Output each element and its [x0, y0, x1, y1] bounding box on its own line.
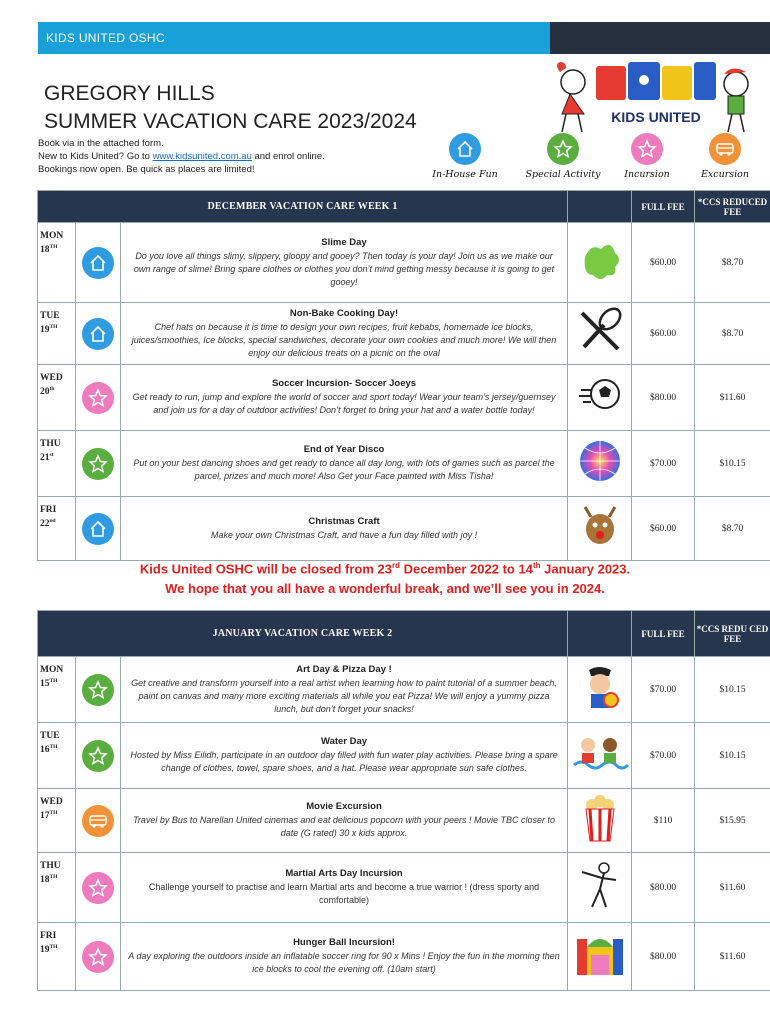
schedule-row [38, 923, 770, 991]
day-name: MON [40, 231, 64, 241]
activity-image [568, 303, 632, 365]
day-date [40, 242, 73, 256]
activity-text: Get creative and transform yourself into a real artist when learning how to paint tutorial of a summer beach, paint on canvas and many more exciting materials all while you eat Pizza! We will enjoy a yummy pizza lunch, but don’t forget your snacks! [131, 677, 557, 714]
full-fee: $70.00 [632, 657, 695, 723]
activity-type-cell [76, 365, 121, 431]
date-suffix: TH [49, 324, 58, 330]
closure-sup: rd [391, 561, 400, 570]
date-suffix: nd [49, 518, 56, 524]
day-date [40, 872, 73, 886]
day-name: WED [40, 373, 63, 383]
day-cell [38, 723, 76, 789]
date-number: 18 [40, 875, 50, 886]
december-schedule-table [37, 190, 770, 561]
date-suffix: TH [49, 744, 58, 750]
page-title [44, 80, 417, 136]
day-name: FRI [40, 505, 57, 515]
full-fee: $70.00 [632, 431, 695, 497]
activity-type-cell [76, 223, 121, 303]
activity-image [568, 657, 632, 723]
star-icon [631, 133, 663, 165]
table-header-row [38, 191, 770, 223]
intro-line-2 [38, 150, 325, 163]
activity-description [121, 365, 568, 431]
full-fee: $80.00 [632, 923, 695, 991]
ccs-fee: $15.95 [695, 789, 770, 853]
activity-type-cell [76, 723, 121, 789]
activity-image [568, 723, 632, 789]
activity-text: Make your own Christmas Craft, and have a fun day filled with joy ! [210, 529, 478, 540]
closure-text: Kids United OSHC will be closed from 23 [139, 561, 392, 577]
activity-title: Movie Excursion [306, 801, 382, 812]
activity-image [568, 923, 632, 991]
week-heading: JANUARY VACATION CARE WEEK 2 [38, 611, 568, 657]
legend-label: Excursion [700, 169, 750, 180]
legend-label: In-House Fun [432, 169, 498, 180]
date-suffix: TH [49, 678, 58, 684]
day-date [40, 450, 73, 464]
activity-description [121, 723, 568, 789]
schedule-row [38, 789, 770, 853]
ccs-fee: $8.70 [695, 223, 770, 303]
activity-legend [420, 133, 770, 189]
activity-title: Water Day [320, 736, 368, 747]
activity-title: Non-Bake Cooking Day! [289, 307, 399, 319]
table-header-row [38, 611, 770, 657]
schedule-row [38, 497, 770, 561]
closure-notice [0, 556, 770, 599]
full-fee: $80.00 [632, 365, 695, 431]
day-cell [38, 853, 76, 923]
house-icon [82, 513, 114, 545]
ccs-fee: $11.60 [695, 853, 770, 923]
activity-title: Soccer Incursion- Soccer Joeys [271, 378, 417, 389]
day-date [40, 742, 73, 756]
legend-label: Incursion [624, 169, 670, 180]
day-date [40, 676, 73, 690]
day-cell [38, 497, 76, 561]
schedule-row [38, 365, 770, 431]
day-date [40, 516, 73, 530]
activity-title: Martial Arts Day Incursion [285, 868, 403, 879]
intro-text [38, 137, 325, 176]
ccs-fee-header: *CCS REDUCED FEE [695, 191, 770, 223]
schedule-row [38, 303, 770, 365]
day-cell [38, 223, 76, 303]
title-line-2: SUMMER VACATION CARE 2023/2024 [44, 110, 417, 133]
activity-description [121, 789, 568, 853]
title-line-1: GREGORY HILLS [44, 82, 215, 105]
activity-text: Do you love all things slimy, slippery, gloopy and gooey? Then today is your day! Join us as we make our own range of slime! Bring spare clothes or clothes you don’t mind getting messy because it is going to get gooey! [133, 250, 555, 287]
day-cell [38, 365, 76, 431]
full-fee: $80.00 [632, 853, 695, 923]
activity-description [121, 923, 568, 991]
closure-text: January 2023. [540, 561, 631, 577]
activity-image [568, 223, 632, 303]
ccs-fee: $8.70 [695, 497, 770, 561]
schedule-row [38, 223, 770, 303]
date-number: 15 [40, 679, 50, 690]
intro-line-1: Book via in the attached form. [38, 138, 164, 149]
day-cell [38, 657, 76, 723]
website-link[interactable]: www.kidsunited.com.au [152, 151, 252, 162]
activity-title: Art Day & Pizza Day ! [296, 663, 392, 675]
date-number: 22 [40, 519, 50, 530]
activity-image [568, 789, 632, 853]
activity-type-cell [76, 303, 121, 365]
star-icon [82, 382, 114, 414]
closure-line-2: We hope that you all have a wonderful break, and we’ll see you in 2024. [165, 581, 605, 597]
picture-header [568, 191, 632, 223]
activity-description [121, 303, 568, 365]
activity-type-cell [76, 497, 121, 561]
activity-text: A day exploring the outdoors inside an inflatable soccer ring for 90 x Mins ! Enjoy the fun in the morning then ice blocks to cool the evening off. (10am start) [128, 951, 560, 974]
activity-description [121, 223, 568, 303]
closure-sup: th [532, 561, 541, 570]
day-name: TUE [40, 311, 60, 321]
day-name: FRI [40, 931, 57, 941]
picture-header [568, 611, 632, 657]
schedule-row [38, 723, 770, 789]
activity-description [121, 431, 568, 497]
intro-line-3: Bookings now open. Be quick as places are limited! [38, 164, 255, 175]
intro-line-2-pre: New to Kids United? Go to [38, 151, 153, 162]
schedule-row [38, 853, 770, 923]
date-number: 19 [40, 945, 50, 956]
activity-text: Put on your best dancing shoes and get ready to dance all day long, with lots of games such as parcel the parcel, prizes and much more! Also Get your Face painted with Miss Tisha! [133, 458, 555, 481]
house-icon [82, 318, 114, 350]
date-number: 16 [40, 745, 50, 756]
date-suffix: TH [49, 944, 58, 950]
activity-text: Get ready to run, jump and explore the world of soccer and sport today! Wear your team’s jersey/guernsey and join us for a day of outdoor activities! Don’t forget to bring your hat and a water bottle today! [132, 392, 556, 415]
star-icon [82, 740, 114, 772]
activity-title: Hunger Ball Incursion! [293, 937, 395, 948]
activity-type-cell [76, 431, 121, 497]
star-icon [82, 674, 114, 706]
kids-united-logo [548, 60, 758, 136]
day-date [40, 808, 73, 822]
banner-dark-block [550, 22, 770, 54]
day-cell [38, 431, 76, 497]
top-banner [38, 22, 770, 54]
activity-image [568, 431, 632, 497]
ccs-fee: $11.60 [695, 365, 770, 431]
activity-type-cell [76, 923, 121, 991]
activity-description [121, 657, 568, 723]
logo-text: KIDS UNITED [611, 109, 701, 125]
activity-image [568, 365, 632, 431]
day-date [40, 942, 73, 956]
date-number: 19 [40, 325, 50, 336]
activity-description [121, 497, 568, 561]
date-number: 21 [40, 453, 50, 464]
activity-description [121, 853, 568, 923]
bus-icon [709, 133, 741, 165]
activity-image [568, 853, 632, 923]
full-fee-header: FULL FEE [632, 611, 695, 657]
date-suffix: TH [49, 244, 58, 250]
january-schedule-table [37, 610, 770, 991]
activity-image [568, 497, 632, 561]
activity-title: End of Year Disco [303, 444, 385, 455]
intro-line-2-post: and enrol online. [251, 151, 325, 162]
activity-text: Challenge yourself to practise and learn Martial arts and become a true warrior ! (dress sporty and comfortable) [148, 882, 540, 905]
star-icon [547, 133, 579, 165]
date-suffix: st [49, 452, 54, 458]
day-date [40, 322, 73, 336]
full-fee: $110 [632, 789, 695, 853]
day-cell [38, 923, 76, 991]
date-number: 20 [40, 387, 50, 398]
closure-line-1 [0, 556, 770, 579]
ccs-fee: $10.15 [695, 723, 770, 789]
ccs-fee-header: *CCS REDU CED FEE [695, 611, 770, 657]
date-suffix: th [49, 386, 55, 392]
star-icon [82, 941, 114, 973]
star-icon [82, 448, 114, 480]
org-name: KIDS UNITED OSHC [38, 22, 550, 54]
day-cell [38, 303, 76, 365]
day-date [40, 384, 73, 398]
ccs-fee: $10.15 [695, 657, 770, 723]
activity-type-cell [76, 657, 121, 723]
day-cell [38, 789, 76, 853]
closure-text: December 2022 to 14 [399, 561, 533, 577]
full-fee: $60.00 [632, 303, 695, 365]
legend-label: Special Activity [525, 169, 601, 180]
week-heading: DECEMBER VACATION CARE WEEK 1 [38, 191, 568, 223]
date-number: 18 [40, 245, 50, 256]
activity-type-cell [76, 789, 121, 853]
full-fee-header: FULL FEE [632, 191, 695, 223]
date-number: 17 [40, 811, 50, 822]
ccs-fee: $8.70 [695, 303, 770, 365]
activity-title: Christmas Craft [308, 515, 380, 527]
full-fee: $70.00 [632, 723, 695, 789]
star-icon [82, 872, 114, 904]
date-suffix: TH [49, 874, 58, 880]
activity-title: Slime Day [321, 236, 367, 248]
ccs-fee: $10.15 [695, 431, 770, 497]
full-fee: $60.00 [632, 497, 695, 561]
legend-excursion [680, 133, 770, 180]
full-fee: $60.00 [632, 223, 695, 303]
activity-text: Chef hats on because it is time to design your own recipes, fruit kebabs, homemade ice blocks, juices/smoothies, Ice blocks, special sandwiches, decorate your own cookies and much more! We will then enjoy our delicious treats on a picnic on the oval [131, 321, 557, 358]
schedule-row [38, 657, 770, 723]
activity-type-cell [76, 853, 121, 923]
bus-icon [82, 805, 114, 837]
day-name: THU [40, 439, 61, 449]
legend-special [518, 133, 608, 180]
legend-incursion [602, 133, 692, 180]
activity-text: Hosted by Miss Eilidh, participate in an outdoor day filled with fun water play activities. Please bring a spare change of clothes, towel, spare shoes, and a hat. Please wear appropriate sun safe clothes. [130, 750, 558, 773]
house-icon [82, 247, 114, 279]
schedule-row [38, 431, 770, 497]
legend-in-house [420, 133, 510, 180]
ccs-fee: $11.60 [695, 923, 770, 991]
day-name: TUE [40, 731, 60, 741]
activity-text: Travel by Bus to Narellan United cinemas and eat delicious popcorn with your peers ! Movie TBC closer to date (G rated) 30 x kids approx. [132, 815, 556, 838]
day-name: MON [40, 665, 64, 675]
house-icon [449, 133, 481, 165]
date-suffix: TH [49, 810, 58, 816]
day-name: WED [40, 797, 63, 807]
day-name: THU [40, 861, 61, 871]
